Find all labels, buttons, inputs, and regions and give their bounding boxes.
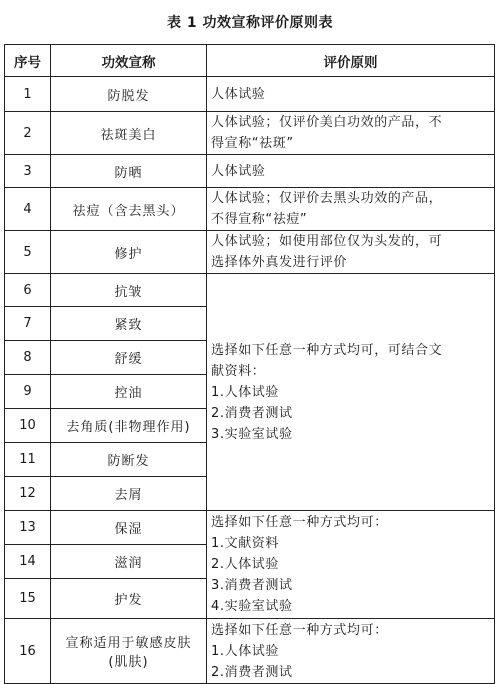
claim-text: 舒缓 (114, 352, 143, 367)
claim-text: 防脱发 (107, 88, 150, 104)
principle-cell (207, 619, 495, 684)
principle-line: 人体试验 (211, 86, 266, 102)
principle-line: 人体试验；如使用部位仅为头发的，可 (211, 234, 443, 249)
claim-cell (51, 77, 207, 112)
claim-text: (肌肤) (108, 655, 149, 670)
table-row (5, 511, 495, 545)
principle-line: 1.人体试验 (211, 384, 280, 400)
row-index: 12 (5, 477, 51, 511)
principle-line: 人体试验；仅评价去黑头功效的产品， (211, 191, 443, 206)
principle-line: 1.文献资料 (211, 536, 280, 551)
principle-cell (207, 511, 495, 619)
principle-cell (207, 112, 495, 155)
claim-cell (51, 511, 207, 545)
claim-text: 控油 (114, 386, 143, 401)
claim-cell (51, 341, 207, 375)
table-row (5, 274, 495, 307)
claim-text: 滋润 (114, 556, 143, 571)
claim-text: 防断发 (107, 454, 150, 469)
row-index: 2 (5, 112, 51, 155)
principle-line: 2.人体试验 (211, 557, 280, 572)
principle-line: 人体试验 (211, 163, 266, 179)
principle-line: 得宣称“祛斑” (211, 136, 294, 151)
principle-line: 选择如下任意一种方式均可： (211, 623, 388, 638)
claim-text: 抗皱 (114, 284, 143, 300)
claim-text: 防晒 (114, 165, 143, 181)
row-index: 9 (5, 375, 51, 409)
table-header-row (5, 45, 495, 77)
row-index: 1 (5, 77, 51, 112)
evaluation-principles-table (4, 44, 495, 684)
principle-line: 3.消费者测试 (211, 578, 293, 593)
claim-text: 祛斑美白 (100, 127, 157, 143)
claim-cell (51, 274, 207, 307)
row-index: 7 (5, 307, 51, 341)
row-index: 4 (5, 188, 51, 231)
claim-cell (51, 307, 207, 341)
claim-cell (51, 375, 207, 409)
claim-cell (51, 409, 207, 443)
table-row (5, 77, 495, 112)
table-row (5, 619, 495, 684)
table-row (5, 188, 495, 231)
principle-cell (207, 231, 495, 274)
claim-text: 护发 (114, 593, 143, 608)
claim-text: 祛痘（含去黑头） (72, 203, 185, 219)
principle-line: 不得宣称“祛痘” (211, 212, 308, 227)
claim-cell (51, 579, 207, 619)
header-claim: 功效宣称 (51, 45, 207, 77)
principle-line: 2.消费者测试 (211, 665, 293, 680)
row-index: 5 (5, 231, 51, 274)
claim-cell (51, 155, 207, 188)
principle-line: 人体试验；仅评价美白功效的产品，不 (211, 115, 443, 130)
principle-line: 选择如下任意一种方式均可，可结合文 (211, 342, 443, 358)
table-row (5, 231, 495, 274)
principle-cell (207, 188, 495, 231)
principle-cell (207, 77, 495, 112)
claim-cell (51, 188, 207, 231)
claim-cell (51, 443, 207, 477)
table-row (5, 155, 495, 188)
principle-line: 3.实验室试验 (211, 426, 293, 442)
principle-line: 4.实验室试验 (211, 599, 293, 614)
row-index: 6 (5, 274, 51, 307)
table-row (5, 112, 495, 155)
row-index: 10 (5, 409, 51, 443)
principle-cell (207, 155, 495, 188)
principle-line: 献资料： (211, 363, 266, 379)
claim-text: 修护 (114, 246, 143, 262)
principle-line: 选择如下任意一种方式均可： (211, 515, 388, 530)
header-index: 序号 (5, 45, 51, 77)
principle-line: 1.人体试验 (211, 644, 280, 659)
row-index: 15 (5, 579, 51, 619)
claim-text: 保湿 (114, 522, 143, 537)
claim-cell (51, 619, 207, 684)
principle-cell (207, 274, 495, 511)
row-index: 16 (5, 619, 51, 684)
header-principle: 评价原则 (207, 45, 495, 77)
table-title: 表 1 功效宣称评价原则表 (167, 15, 333, 31)
claim-text: 宣称适用于敏感皮肤 (65, 636, 192, 651)
claim-text: 去屑 (114, 488, 143, 503)
claim-text: 紧致 (114, 318, 143, 333)
row-index: 14 (5, 545, 51, 579)
claim-cell (51, 231, 207, 274)
claim-cell (51, 545, 207, 579)
row-index: 8 (5, 341, 51, 375)
row-index: 11 (5, 443, 51, 477)
principle-line: 2.消费者测试 (211, 405, 293, 421)
row-index: 3 (5, 155, 51, 188)
claim-cell (51, 477, 207, 511)
claim-text: 去角质(非物理作用) (66, 420, 191, 435)
row-index: 13 (5, 511, 51, 545)
claim-cell (51, 112, 207, 155)
principle-line: 选择体外真发进行评价 (211, 255, 348, 270)
